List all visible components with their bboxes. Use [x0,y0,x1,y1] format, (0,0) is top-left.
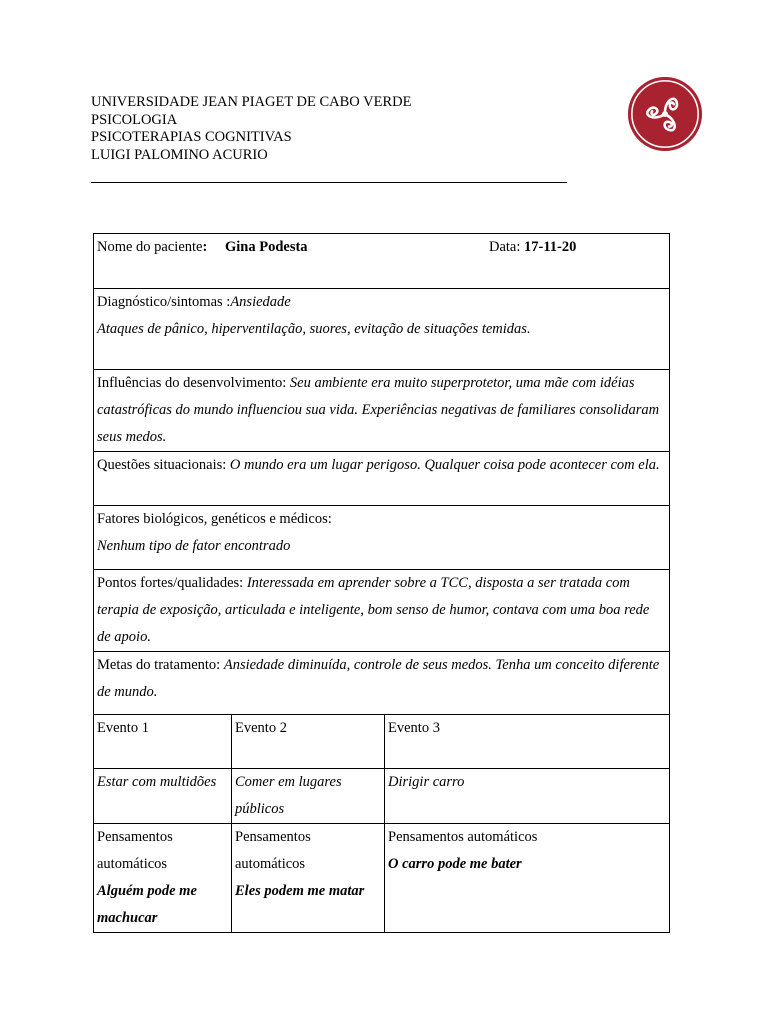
subject-name: PSICOTERAPIAS COGNITIVAS [91,129,292,145]
development-row [94,370,670,452]
events-thoughts-row [94,824,670,933]
event-3-title: Evento 3 [385,715,670,769]
goals-value: Ansiedade diminuída, controle de seus medos. Tenha um conceito diferente de mundo. [97,657,660,700]
patient-row [94,234,670,289]
event-3-thoughts-cell [385,824,670,933]
author-name: LUIGI PALOMINO ACURIO [91,146,268,163]
strengths-value: Interessada em aprender sobre a TCC, disposta a ser tratada com terapia de exposição, articulada e inteligente, bom senso de humor, contava com uma boa rede de apoio. [97,575,650,645]
event-1-thought: Alguém pode me machucar [97,883,197,926]
diagnosis-row [94,289,670,370]
diagnosis-detail: Ataques de pânico, hiperventilação, suores, evitação de situações temidas. [97,321,531,337]
triskele-seal-icon [626,75,704,153]
biological-label: Fatores biológicos, genéticos e médicos: [97,511,332,527]
goals-label: Metas do tratamento: [97,657,224,673]
event-1-situation: Estar com multidões [94,769,232,824]
event-2-thoughts-cell [232,824,385,933]
diagnosis-cell [94,289,670,370]
goals-cell [94,652,670,715]
date-label: Data: [489,239,525,255]
date-value: 17-11-20 [524,239,577,255]
patient-name-value: Gina Podesta [224,239,308,255]
biological-row [94,506,670,570]
biological-value: Nenhum tipo de fator encontrado [97,538,291,554]
document-header [91,94,411,164]
header-divider [91,182,567,183]
patient-name-colon: : [202,239,208,255]
situational-cell [94,452,670,506]
course-name: PSICOLOGIA [91,111,178,128]
diagnosis-value: Ansiedade [230,294,291,310]
biological-cell [94,506,670,570]
situational-label: Questões situacionais: [97,457,230,473]
event-1-title: Evento 1 [94,715,232,769]
goals-row [94,652,670,715]
diagnosis-label: Diagnóstico/sintomas : [97,294,231,310]
event-1-thoughts-cell [94,824,232,933]
events-title-row [94,715,670,769]
event-2-thought: Eles podem me matar [235,883,365,899]
situational-value: O mundo era um lugar perigoso. Qualquer coisa pode acontecer com ela. [229,457,660,473]
patient-name-label: Nome do paciente [97,239,203,255]
event-2-title: Evento 2 [232,715,385,769]
date-field [489,234,576,261]
development-label: Influências do desenvolvimento: [97,375,290,391]
strengths-row [94,570,670,652]
strengths-cell [94,570,670,652]
patient-case-form [93,233,670,933]
development-cell [94,370,670,452]
event-1-thought-label: Pensamentos automáticos [97,829,173,872]
event-3-thought: O carro pode me bater [388,856,522,872]
events-situation-row [94,769,670,824]
development-value: Seu ambiente era muito superprotetor, uma mãe com idéias catastróficas do mundo influenciou sua vida. Experiências negativas de familiares consolidaram seus medos. [97,375,660,445]
patient-cell [94,234,670,289]
situational-row [94,452,670,506]
event-3-situation: Dirigir carro [385,769,670,824]
event-3-thought-label: Pensamentos automáticos [388,829,538,845]
event-2-situation: Comer em lugares públicos [232,769,385,824]
university-name: UNIVERSIDADE JEAN PIAGET DE CABO VERDE [91,94,412,110]
event-2-thought-label: Pensamentos automáticos [235,829,311,872]
strengths-label: Pontos fortes/qualidades: [97,575,247,591]
